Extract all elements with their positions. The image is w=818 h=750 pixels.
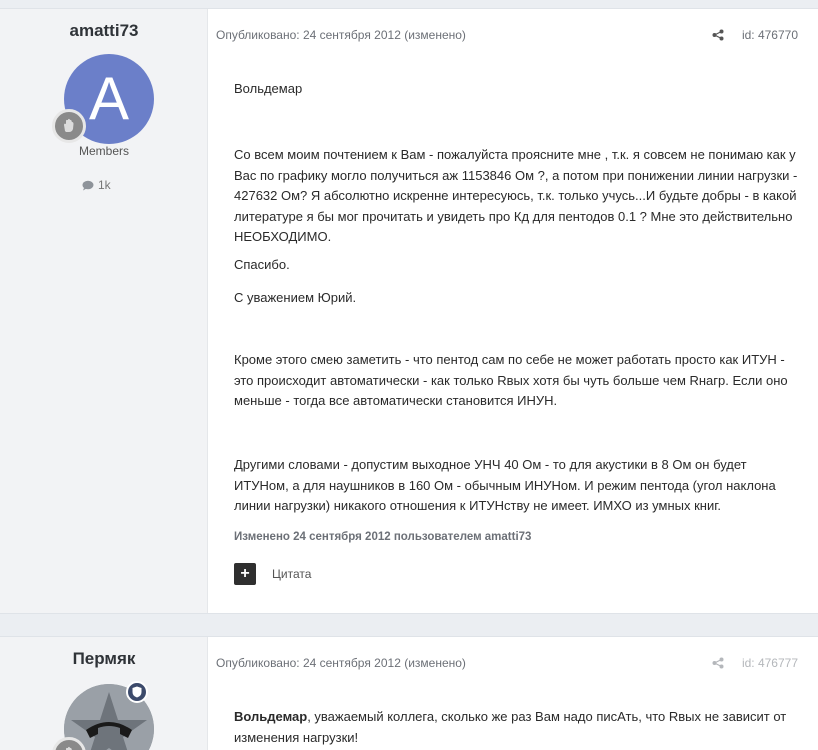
share-icon[interactable] <box>712 29 724 41</box>
post-count-value: 1k <box>98 178 111 192</box>
post-count[interactable] <box>82 178 111 192</box>
addressee: Вольдемар <box>234 709 308 724</box>
post <box>0 636 818 750</box>
quote-button[interactable]: Цитата <box>272 567 312 581</box>
post-id[interactable]: id: 476770 <box>741 28 798 42</box>
post-id[interactable]: id: 476777 <box>741 656 798 670</box>
rank-badge-icon <box>52 109 86 143</box>
comment-icon <box>82 180 94 191</box>
author-panel <box>0 9 208 613</box>
paragraph <box>234 707 798 748</box>
paragraph: Другими словами - допустим выходное УНЧ 40 Ом - то для акустики в 8 Ом он будет ИТУНом, а для наушников в 160 Ом - обычным ИНУНом. И режим пентода (угол наклона линии нагрузки) никакого отношения к ИТУНству не имеет. ИМХО из умных книг. <box>234 457 776 513</box>
hand-icon <box>60 117 78 135</box>
published-date[interactable]: Опубликовано: 24 сентября 2012 (изменено) <box>216 656 466 670</box>
author-name[interactable]: amatti73 <box>69 21 139 40</box>
post-meta <box>216 656 798 670</box>
share-icon[interactable] <box>712 657 724 669</box>
author-name[interactable]: Пермяк <box>72 649 136 668</box>
paragraph-text: , уважаемый коллега, сколько же раз Вам надо писАть, что Rвых не зависит от изменения нагрузки! <box>234 709 787 745</box>
edited-note: Изменено 24 сентября 2012 пользователем amatti73 <box>234 531 532 543</box>
author-panel <box>0 637 208 750</box>
paragraph: Спасибо. <box>234 257 290 272</box>
paragraph: Со всем моим почтением к Вам - пожалуйста проясните мне , т.к. я совсем не понимаю как у Вас по графику могло получиться аж 1153846 Ом ?, а потом при понижении линии нагрузки - 427632 Ом? Я абсолютно искренне интересуюсь, т.к. только учусь...И будьте добры - в какой литературе я бы мог прочитать и увидеть про Кд для пентодов 0.1 ? Мне это действительно НЕОБХОДИМО. <box>234 147 798 244</box>
post-meta <box>216 28 798 42</box>
paragraph: Кроме этого смею заметить - что пентод сам по себе не может работать просто как ИТУН - это происходит автоматически - как только Rвых хотя бы чуть больше чем Rнагр. Если оно меньше - тогда все автоматически становится ИНУН. <box>234 352 788 408</box>
moderator-badge-icon <box>126 681 148 703</box>
published-date[interactable]: Опубликовано: 24 сентября 2012 (изменено) <box>216 28 466 42</box>
paragraph: Вольдемар <box>234 81 303 96</box>
post <box>0 8 818 614</box>
group-name: Members <box>78 144 129 158</box>
multiquote-plus-icon[interactable]: + <box>234 563 256 585</box>
avatar[interactable]: A <box>64 54 154 144</box>
hand-icon <box>60 745 78 750</box>
paragraph: С уважением Юрий. <box>234 290 357 305</box>
quote-row <box>234 563 311 585</box>
post-content <box>208 9 818 613</box>
post-content <box>208 637 818 750</box>
